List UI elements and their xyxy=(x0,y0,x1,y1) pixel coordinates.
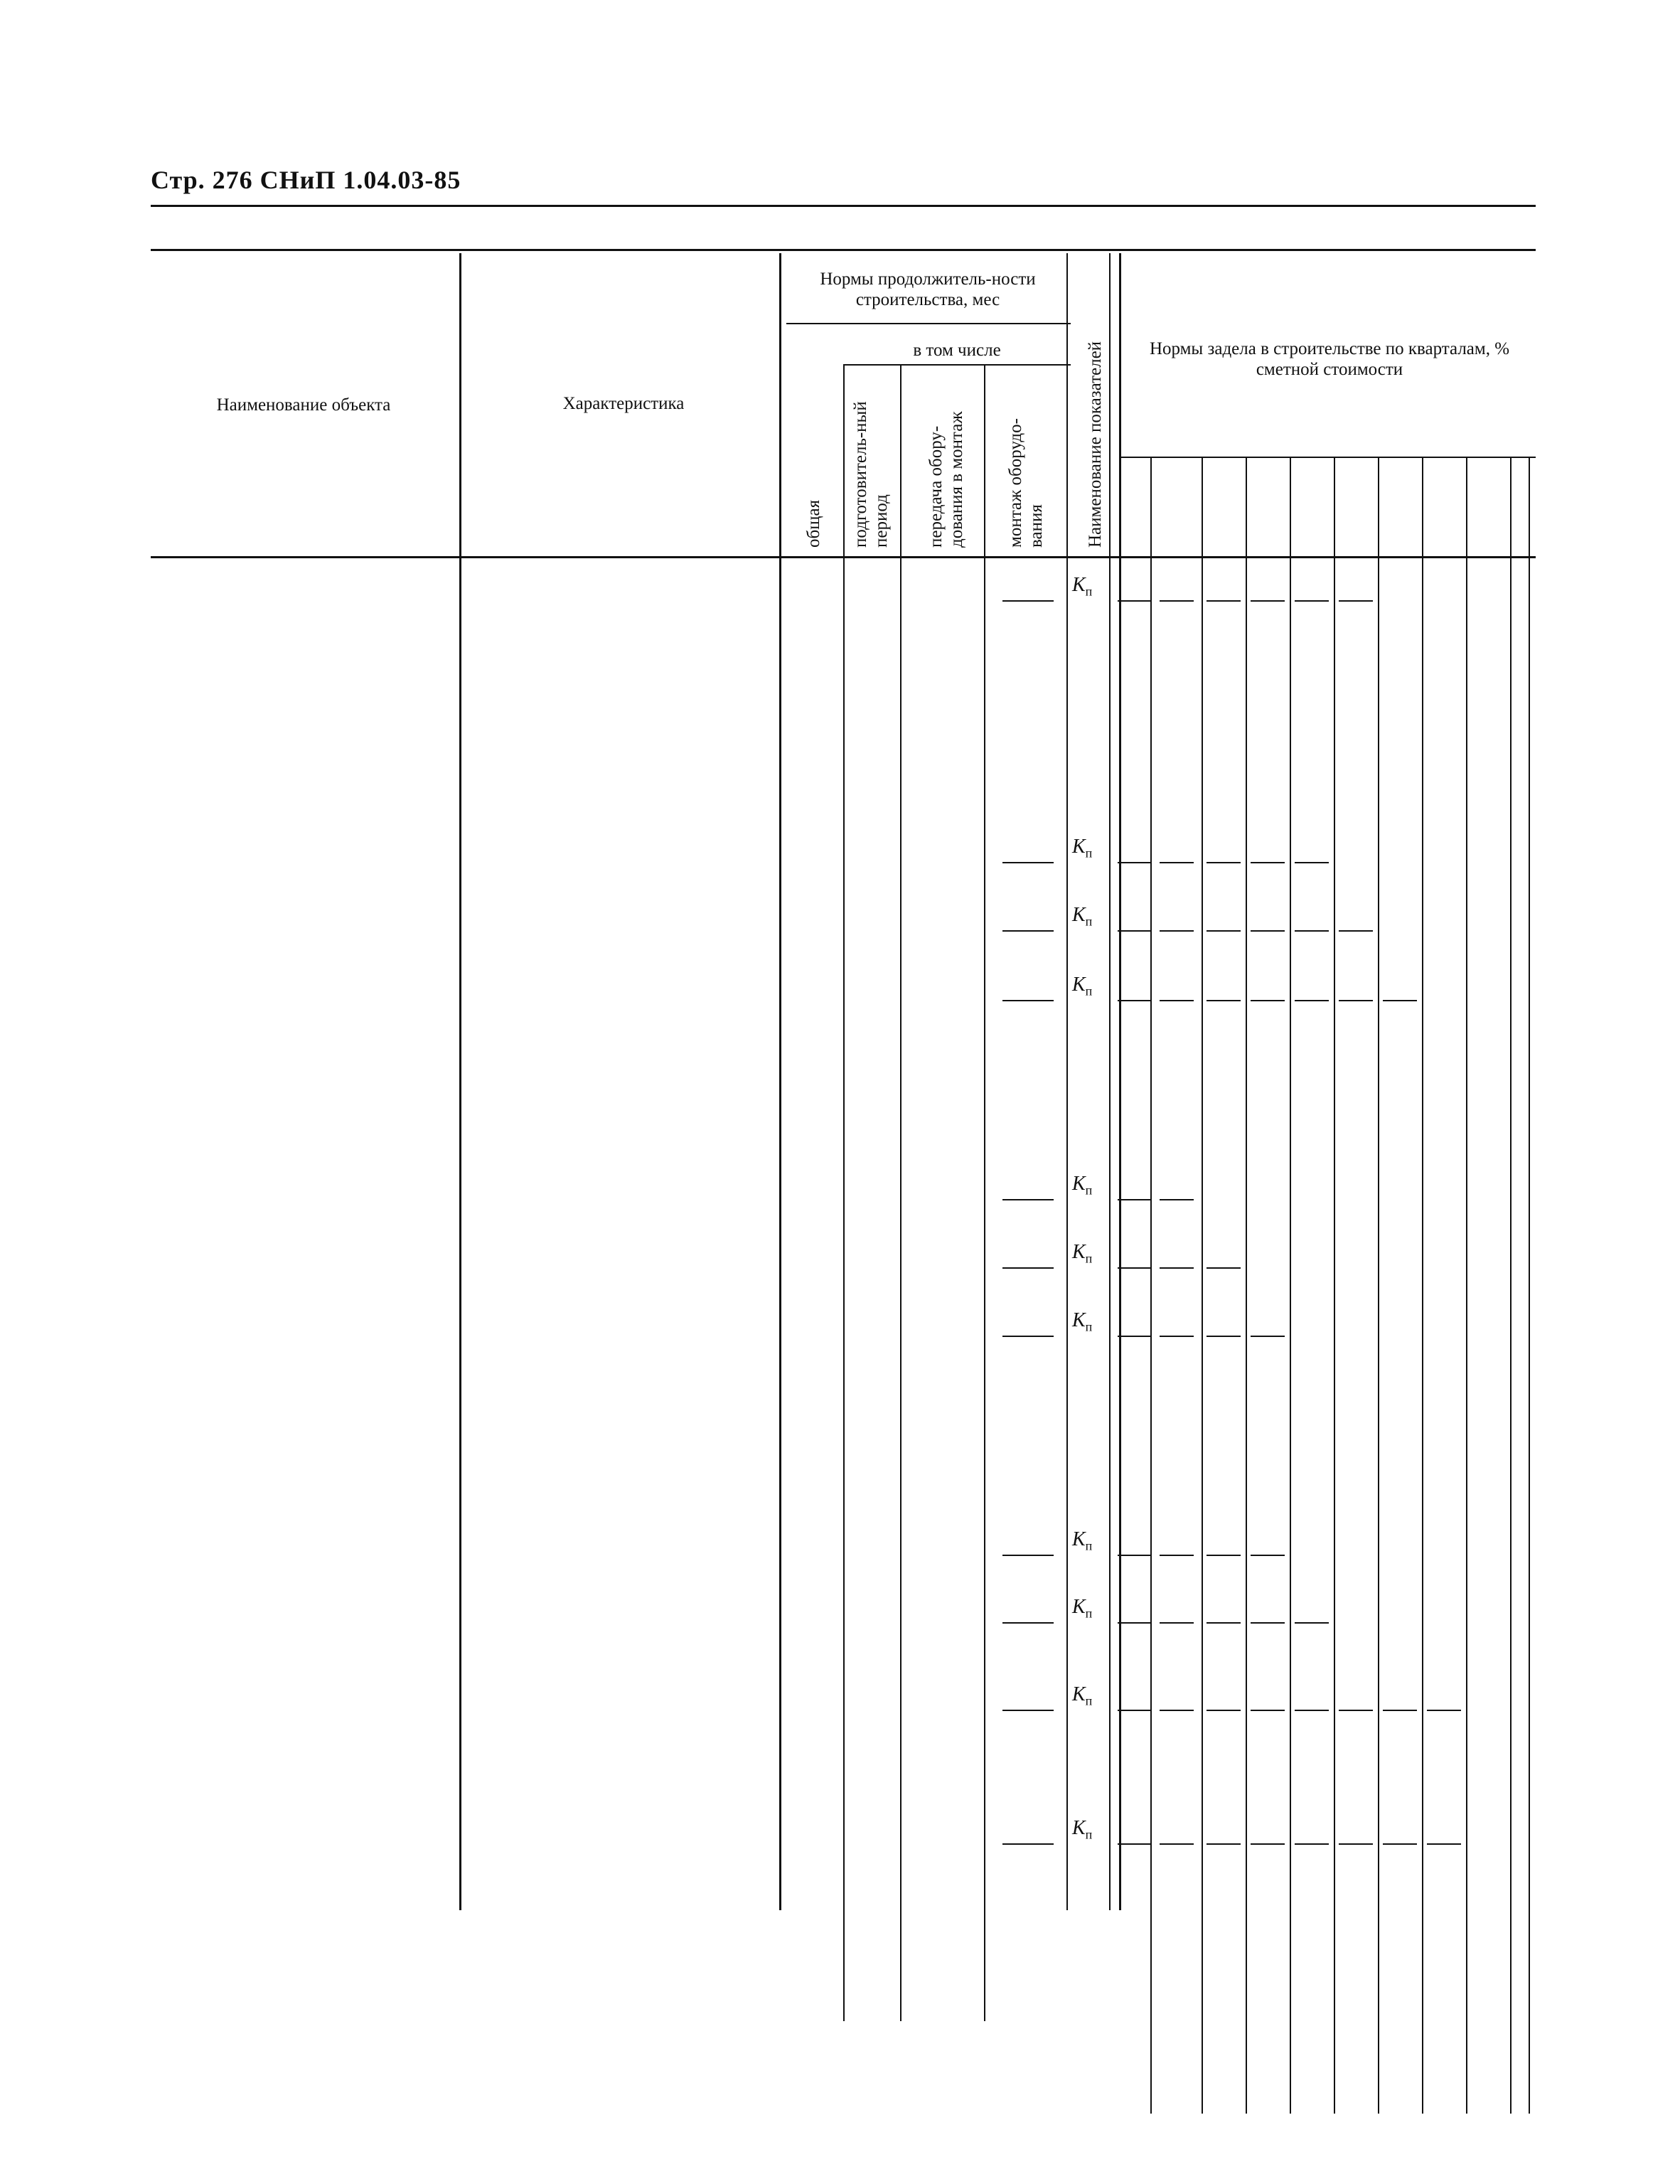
backlog-fraction-bar xyxy=(1160,1000,1194,1001)
backlog-fraction-bar xyxy=(1207,1000,1241,1001)
backlog-fraction-bar xyxy=(1251,600,1285,602)
indicator-subscript: п xyxy=(1085,1538,1093,1553)
backlog-fraction-bar xyxy=(1339,1843,1373,1845)
backlog-fraction-bar xyxy=(1118,1710,1152,1711)
backlog-fraction-bar xyxy=(1160,1199,1194,1200)
backlog-fraction-bar xyxy=(1207,862,1241,863)
column-divider xyxy=(1150,457,1152,2114)
column-divider xyxy=(984,364,985,2021)
install-fraction-bar xyxy=(1002,600,1054,602)
header-rule xyxy=(151,205,1536,207)
backlog-fraction-bar xyxy=(1207,1336,1241,1337)
backlog-fraction-bar xyxy=(1339,600,1373,602)
page-header: Стр. 276 СНиП 1.04.03-85 xyxy=(151,166,461,194)
column-divider xyxy=(1202,457,1203,2114)
backlog-fraction-bar xyxy=(1207,1267,1241,1269)
backlog-fraction-bar xyxy=(1251,1000,1285,1001)
backlog-fraction-bar xyxy=(1339,1710,1373,1711)
backlog-fraction-bar xyxy=(1160,930,1194,932)
indicator-subscript: п xyxy=(1085,1319,1093,1334)
backlog-fraction-bar xyxy=(1251,1555,1285,1556)
backlog-fraction-bar xyxy=(1118,1622,1152,1624)
indicator-kp xyxy=(1072,1311,1092,1336)
backlog-fraction-bar xyxy=(1383,1843,1417,1845)
backlog-fraction-bar xyxy=(1427,1843,1461,1845)
backlog-fraction-bar xyxy=(1251,862,1285,863)
backlog-fraction-bar xyxy=(1295,1710,1329,1711)
indicator-kp xyxy=(1072,1819,1092,1844)
column-divider xyxy=(1510,457,1512,2114)
install-fraction-bar xyxy=(1002,1267,1054,1269)
backlog-fraction-bar xyxy=(1427,1710,1461,1711)
column-divider xyxy=(1529,457,1530,2114)
indicator-symbol: $К_п$ xyxy=(1072,1309,1093,1334)
column-divider xyxy=(1378,457,1379,2114)
indicator-subscript: п xyxy=(1085,914,1093,929)
backlog-fraction-bar xyxy=(1160,1710,1194,1711)
column-divider xyxy=(1334,457,1335,2114)
indicator-subscript: п xyxy=(1085,984,1093,998)
backlog-fraction-bar xyxy=(1160,1622,1194,1624)
col-total-header: общая xyxy=(804,499,823,548)
indicator-kp xyxy=(1072,838,1092,863)
backlog-fraction-bar xyxy=(1207,600,1241,602)
indicator-subscript: п xyxy=(1085,1606,1093,1621)
backlog-fraction-bar xyxy=(1295,862,1329,863)
install-fraction-bar xyxy=(1002,862,1054,863)
install-fraction-bar xyxy=(1002,1622,1054,1624)
column-divider xyxy=(1466,457,1467,2114)
backlog-fraction-bar xyxy=(1160,862,1194,863)
backlog-fraction-bar xyxy=(1251,1336,1285,1337)
column-divider xyxy=(459,253,461,1910)
indicator-subscript: п xyxy=(1085,846,1093,861)
column-divider xyxy=(1119,253,1121,1910)
col-name-header: Наименование объекта xyxy=(216,395,391,415)
backlog-fraction-bar xyxy=(1118,930,1152,932)
indicator-kp xyxy=(1072,976,1092,1001)
indicator-kp xyxy=(1072,906,1092,931)
backlog-fraction-bar xyxy=(1207,1843,1241,1845)
indicator-symbol: $К_п$ xyxy=(1072,1817,1093,1842)
col-transfer-header: передача обору-дования в монтаж xyxy=(926,411,966,548)
backlog-fraction-bar xyxy=(1207,1555,1241,1556)
column-divider xyxy=(1246,457,1247,2114)
indicator-subscript: п xyxy=(1085,1827,1093,1842)
col-prep-header: подготовитель-ный период xyxy=(851,401,891,548)
indicator-kp xyxy=(1072,1598,1092,1623)
indicator-symbol: $К_п$ xyxy=(1072,1596,1093,1621)
backlog-fraction-bar xyxy=(1295,1843,1329,1845)
backlog-fraction-bar xyxy=(1295,1622,1329,1624)
backlog-fraction-bar xyxy=(1118,1336,1152,1337)
column-divider xyxy=(1066,253,1068,1910)
indicator-kp xyxy=(1072,1243,1092,1268)
indicator-subscript: п xyxy=(1085,1693,1093,1708)
indicator-symbol: $К_п$ xyxy=(1072,904,1093,929)
backlog-fraction-bar xyxy=(1160,600,1194,602)
col-backlog-header: Нормы задела в строительстве по кварталам, % сметной стоимости xyxy=(1149,339,1510,379)
backlog-fraction-bar xyxy=(1160,1267,1194,1269)
indicator-kp xyxy=(1072,1530,1092,1555)
indicator-kp xyxy=(1072,576,1092,601)
column-divider xyxy=(1109,253,1111,1910)
indicator-symbol: $К_п$ xyxy=(1072,974,1093,998)
indicator-symbol: $К_п$ xyxy=(1072,1241,1093,1266)
backlog-fraction-bar xyxy=(1118,1843,1152,1845)
backlog-fraction-bar xyxy=(1160,1336,1194,1337)
column-divider xyxy=(1422,457,1423,2114)
backlog-fraction-bar xyxy=(1160,1843,1194,1845)
backlog-fraction-bar xyxy=(1251,1843,1285,1845)
in-that-rule xyxy=(843,364,1071,366)
col-install-header: монтаж оборудо-вания xyxy=(1006,418,1046,548)
backlog-fraction-bar xyxy=(1383,1710,1417,1711)
install-fraction-bar xyxy=(1002,1555,1054,1556)
indicator-subscript: п xyxy=(1085,1251,1093,1266)
col-in-that-header: в том числе xyxy=(913,341,1001,360)
backlog-fraction-bar xyxy=(1295,1000,1329,1001)
column-divider xyxy=(900,364,901,2021)
indicator-kp xyxy=(1072,1685,1092,1710)
duration-group-rule xyxy=(786,323,1071,324)
indicator-kp xyxy=(1072,1175,1092,1200)
backlog-fraction-bar xyxy=(1118,862,1152,863)
backlog-fraction-bar xyxy=(1251,930,1285,932)
indicator-symbol: $К_п$ xyxy=(1072,574,1093,599)
backlog-fraction-bar xyxy=(1207,1622,1241,1624)
indicator-subscript: п xyxy=(1085,584,1093,599)
quarters-rule xyxy=(1119,457,1536,458)
backlog-fraction-bar xyxy=(1160,1555,1194,1556)
backlog-fraction-bar xyxy=(1118,1000,1152,1001)
indicator-symbol: $К_п$ xyxy=(1072,1528,1093,1553)
table-top-rule xyxy=(151,249,1536,251)
install-fraction-bar xyxy=(1002,1336,1054,1337)
install-fraction-bar xyxy=(1002,1710,1054,1711)
indicator-symbol: $К_п$ xyxy=(1072,836,1093,861)
backlog-fraction-bar xyxy=(1118,1199,1152,1200)
backlog-fraction-bar xyxy=(1339,930,1373,932)
backlog-fraction-bar xyxy=(1118,1555,1152,1556)
backlog-fraction-bar xyxy=(1118,1267,1152,1269)
backlog-fraction-bar xyxy=(1251,1622,1285,1624)
indicator-subscript: п xyxy=(1085,1183,1093,1198)
col-characteristic-header: Характеристика xyxy=(562,394,685,413)
backlog-fraction-bar xyxy=(1295,600,1329,602)
column-divider xyxy=(1290,457,1291,2114)
indicator-symbol: $К_п$ xyxy=(1072,1173,1093,1198)
backlog-fraction-bar xyxy=(1207,1710,1241,1711)
col-indicator-header: Наименование показателей xyxy=(1086,341,1105,548)
col-duration-group-header: Нормы продолжитель-ности строительства, мес xyxy=(820,270,1036,309)
backlog-fraction-bar xyxy=(1339,1000,1373,1001)
column-divider xyxy=(779,253,781,1910)
backlog-fraction-bar xyxy=(1251,1710,1285,1711)
install-fraction-bar xyxy=(1002,930,1054,932)
backlog-fraction-bar xyxy=(1118,600,1152,602)
backlog-fraction-bar xyxy=(1207,930,1241,932)
backlog-fraction-bar xyxy=(1295,930,1329,932)
install-fraction-bar xyxy=(1002,1199,1054,1200)
install-fraction-bar xyxy=(1002,1000,1054,1001)
column-divider xyxy=(843,364,845,2021)
indicator-symbol: $К_п$ xyxy=(1072,1683,1093,1708)
backlog-fraction-bar xyxy=(1383,1000,1417,1001)
install-fraction-bar xyxy=(1002,1843,1054,1845)
